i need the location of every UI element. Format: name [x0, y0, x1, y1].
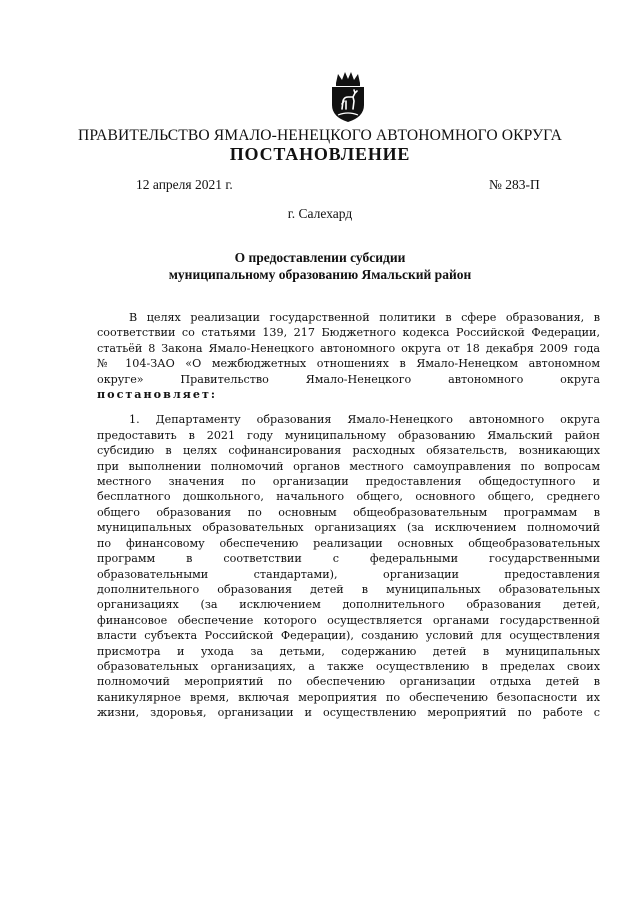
item-line: по финансовому обеспечению реализации основных общеобразовательных [97, 536, 600, 550]
item-line: программ в соответствии с федеральными государственными [97, 552, 600, 566]
resolves-keyword: постановляет: [97, 388, 218, 402]
document-number: № 283-П [489, 177, 540, 192]
item-line: муниципальных образовательных организациях (за исключением полномочий [97, 521, 600, 535]
item-line: финансовое обеспечение которого осуществляется органами государственной [97, 613, 600, 627]
item-line: при выполнении полномочий органов местного самоуправления по вопросам [97, 459, 600, 473]
preamble-line: В целях реализации государственной политики в сфере образования, в [129, 311, 600, 324]
document-title [0, 249, 640, 283]
title-line: муниципальному образованию Ямальский район [168, 267, 472, 282]
item-line: местного значения по организации предоставления общедоступного и [97, 475, 600, 489]
item-line: предоставить в 2021 году муниципальному образованию Ямальский район [97, 428, 600, 442]
preamble-line: соответствии со статьями 139, 217 Бюджетного кодекса Российской Федерации, [97, 326, 600, 340]
item-line: 1. Департаменту образования Ямало-Ненецкого автономного округа [129, 413, 600, 427]
item-line: присмотра и ухода за детьми, содержанию детей в муниципальных [97, 644, 600, 658]
document-type: ПОСТАНОВЛЕНИЕ [229, 144, 411, 164]
preamble-line: статьёй 8 Закона Ямало-Ненецкого автономного округа от 18 декабря 2009 года [97, 341, 600, 355]
item-line: бесплатного дошкольного, начального общего, основного общего, среднего [97, 490, 600, 504]
item-line: власти субъекта Российской Федерации), созданию условий для осуществления [97, 629, 600, 643]
item-line: организациях (за исключением дополнительного образования детей, [97, 598, 600, 612]
preamble-line: № 104-ЗАО «О межбюджетных отношениях в Ямало-Ненецком автономном [97, 357, 600, 371]
document-body [97, 310, 600, 721]
preamble-line: округе» Правительство Ямало-Ненецкого автономного округа [97, 372, 600, 386]
title-line: О предоставлении субсидии [234, 250, 406, 265]
item-line: каникулярное время, включая мероприятия по обеспечению безопасности их [97, 690, 600, 704]
item-line: субсидию в целях софинансирования расходных обязательств, возникающих [97, 444, 600, 458]
yamal-coat-of-arms-icon [328, 71, 368, 123]
item-line: дополнительного образования детей в муниципальных образовательных [97, 582, 600, 596]
document-city: г. Салехард [287, 206, 353, 221]
item-line: жизни, здоровья, организации и осуществлению мероприятий по работе с [97, 706, 600, 720]
item-line: общего образования по основным общеобразовательным программам в [97, 505, 600, 519]
item-line: образовательными стандартами), организации предоставления [97, 567, 600, 581]
document-date: 12 апреля 2021 г. [136, 177, 233, 192]
item-line: образовательных организациях, а также осуществлению в пределах своих [97, 659, 600, 673]
item-line: полномочий мероприятий по обеспечению организации отдыха детей в [97, 675, 600, 689]
organization-name: ПРАВИТЕЛЬСТВО ЯМАЛО-НЕНЕЦКОГО АВТОНОМНОГО ОКРУГА [78, 127, 562, 144]
